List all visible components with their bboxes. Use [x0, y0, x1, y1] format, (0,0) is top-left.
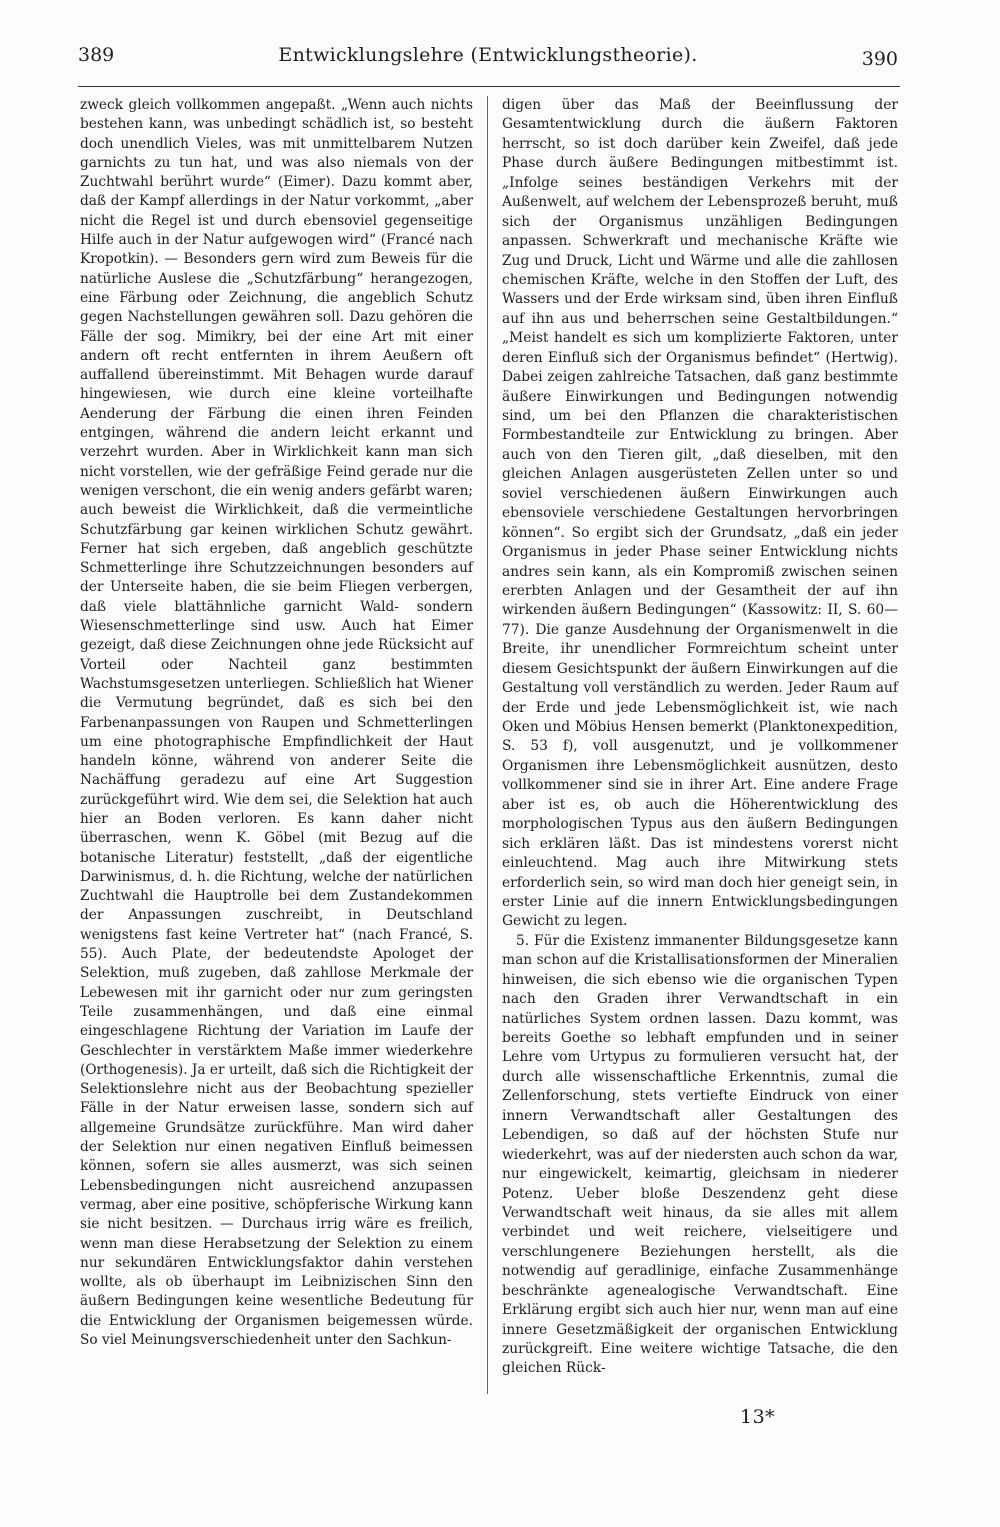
page-header [78, 44, 898, 76]
right-paragraph-1: digen über das Maß der Beeinflussung der Gesamtentwicklung durch die äußern Faktoren herrscht, so ist doch darüber kein Zweifel, daß jede Phase durch äußere Bedingungen mitbestimmt ist. „Infolge seines beständigen Verkehrs mit der Außenwelt, auf welchem der Lebensprozeß beruht, muß sich der Organismus unzähligen Bedingungen anpassen. Schwerkraft und mechanische Kräfte wie Zug und Druck, Licht und Wärme und alle die zahllosen chemischen Kräfte, welche in den Stoffen der Luft, des Wassers und der Erde wirksam sind, üben ihren Einfluß auf ihn aus und beherrschen seine Gestaltbildungen.“ „Meist handelt es sich um komplizierte Faktoren, unter deren Einfluß sich der Organismus befindet“ (Hertwig). Dabei zeigen zahlreiche Tatsachen, daß ganz bestimmte äußere Einwirkungen und Bedingungen notwendig sind, um bei den Pflanzen die charakteristischen Formbestandteile zur Entwicklung zu bringen. Aber auch von den Tieren gilt, „daß dieselben, mit den gleichen Anlagen ausgerüsteten Zellen unter so und soviel verschiedenen äußern Einwirkungen auch ebensoviele verschiedene Gestaltungen hervorbringen können“. So ergibt sich der Grundsatz, „daß ein jeder Organismus in jeder Phase seiner Entwicklung nichts andres sein kann, als ein Kompromiß zwischen seinen ererbten Anlagen und der Gesamtheit der auf ihn wirkenden äußern Bedingungen“ (Kassowitz: II, S. 60—77). Die ganze Ausdehnung der Organismenwelt in die Breite, ihr unendlicher Formreichtum scheint unter diesem Gesichtspunkt der äußern Einwirkungen auf die Gestaltung voll verständlich zu werden. Jeder Raum auf der Erde und jede Lebensmöglichkeit ist, wie nach Oken und Möbius Hensen bemerkt (Planktonexpedition, S. 53 f), voll ausgenutzt, und je vollkommener Organismen ihre Lebensmöglichkeit ausnützen, desto vollkommener sind sie in ihrer Art. Eine andere Frage aber ist es, ob auch die Höherentwicklung des morphologischen Typus aus den äußern Bedingungen sich erklären läßt. Das ist mindestens vorerst nicht einleuchtend. Mag auch ihre Mitwirkung stets erforderlich sein, so wird man doch hier geneigt sein, in erster Linie auf die innern Entwicklungsbedingungen Gewicht zu legen. [502, 97, 898, 930]
header-rule [78, 86, 900, 87]
page-number-left: 389 [78, 44, 115, 66]
page-number-right: 390 [861, 48, 898, 70]
right-paragraph-2: 5. Für die Existenz immanenter Bildungsgesetze kann man schon auf die Kristallisationsformen der Mineralien hinweisen, die sich ebenso wie die organischen Typen nach den Graden ihrer Verwandtschaft in ein natürliches System ordnen lassen. Dazu kommt, was bereits Goethe so lebhaft empfunden und in seiner Lehre vom Urtypus zu formulieren versucht hat, der durch alle wissenschaftliche Erkenntnis, zumal die Zellenforschung, stets vertiefte Eindruck von einer innern Verwandtschaft aller Gestaltungen des Lebendigen, so daß auf der höchsten Stufe nur wiederkehrt, was auf der niedersten auch schon da war, nur eingewickelt, keimartig, gleichsam in niederer Potenz. Ueber bloße Deszendenz geht diese Verwandtschaft weit hinaus, da sie alles mit allem verbindet und weit reichere, vielseitigere und verschlungenere Beziehungen herstellt, als die notwendig auf geradlinige, einfache Zusammenhänge beschränkte agenealogische Verwandtschaft. Eine Erklärung ergibt sich auch hier nur, wenn man auf eine innere Gesetzmäßigkeit der organischen Entwicklung zurückgreift. Eine weitere wichtige Tatsache, die den gleichen Rück- [502, 932, 898, 1377]
left-paragraph-1: zweck gleich vollkommen angepaßt. „Wenn auch nichts bestehen kann, was unbedingt schädlich ist, so besteht doch unendlich Vieles, was mit unmittelbarem Nutzen garnichts zu tun hat, und was also niemals von der Zuchtwahl berührt wurde“ (Eimer). Dazu kommt aber, daß der Kampf allerdings in der Natur vorkommt, „aber nicht die Regel ist und durch ebensoviel gegenseitige Hilfe auch in der Natur aufgewogen wird“ (Francé nach Kropotkin). — Besonders gern wird zum Beweis für die natürliche Auslese die „Schutzfärbung“ herangezogen, eine Färbung oder Zeichnung, die angeblich Schutz gegen Nachstellungen gewähren soll. Dazu gehören die Fälle der sog. Mimikry, bei der eine Art mit einer andern oft recht entfernten in ihrem Aeußern oft auffallend übereinstimmt. Mit Behagen wurde darauf hingewiesen, wie durch eine kleine vorteilhafte Aenderung der Färbung die einen ihren Feinden entgingen, während die andern leicht erkannt und verzehrt wurden. Aber in Wirklichkeit kann man sich nicht vorstellen, wie der gefräßige Feind gerade nur die wenigen verschont, die ein wenig anders gefärbt waren; auch beweist die Wirklichkeit, daß die vermeintliche Schutzfärbung gar keinen wirklichen Schutz gewährt. Ferner hat sich ergeben, daß angeblich geschützte Schmetterlinge ihre Schutzzeichnungen besonders auf der Unterseite haben, die sie beim Fliegen verbergen, daß viele blattähnliche garnicht Wald- sondern Wiesenschmetterlinge sind usw. Auch hat Eimer gezeigt, daß diese Zeichnungen ohne jede Rücksicht auf Vorteil oder Nachteil ganz bestimmten Wachstumsgesetzen unterliegen. Schließlich hat Wiener die Vermutung begründet, daß es sich bei den Farbenanpassungen von Raupen und Schmetterlingen um eine photographische Empfindlichkeit der Haut handeln könne, während von anderer Seite die Nachäffung geradezu auf eine Art Suggestion zurückgeführt wird. Wie dem sei, die Selektion hat auch hier an Boden verloren. Es kann daher nicht überraschen, wenn K. Göbel (mit Bezug auf die botanische Literatur) feststellt, „daß der eigentliche Darwinismus, d. h. die Richtung, welche der natürlichen Zuchtwahl die Hauptrolle bei dem Zustandekommen der Anpassungen zuschreibt, in Deutschland wenigstens fast keine Vertreter hat“ (nach Francé, S. 55). Auch Plate, der bedeutendste Apologet der Selektion, muß zugeben, daß zahllose Merkmale der Lebewesen mit ihr garnicht oder nur zum geringsten Teile zusammenhängen, und daß eine einmal eingeschlagene Richtung der Variation im Laufe der Geschlechter in verstärktem Maße immer wiederkehre (Orthogenesis). Ja er urteilt, daß sich die Richtigkeit der Selektionslehre nicht aus der Beobachtung spezieller Fälle in der Natur erweisen lasse, sondern sich auf allgemeine Grundsätze zurückführe. Man wird daher der Selektion nur einen negativen Einfluß beimessen können, sofern sie alles ausmerzt, was sich seinen Lebensbedingungen nicht ausreichend anzupassen vermag, aber eine positive, schöpferische Wirkung kann sie nicht besitzen. — Durchaus irrig wäre es freilich, wenn man diese Herabsetzung der Selektion zu einem nur sekundären Entwicklungsfaktor dahin verstehen wollte, als ob überhaupt im Leibnizischen Sinn den äußern Bedingungen keine wesentliche Bedeutung für die Entwicklung der Organismen beigemessen würde. So viel Meinungsverschiedenheit unter den Sachkun- [80, 97, 473, 1348]
running-title: Entwicklungslehre (Entwicklungstheorie). [278, 44, 698, 66]
left-column [80, 96, 473, 1350]
column-divider [487, 96, 488, 1394]
right-column [502, 96, 898, 1379]
signature-mark: 13* [740, 1406, 776, 1428]
